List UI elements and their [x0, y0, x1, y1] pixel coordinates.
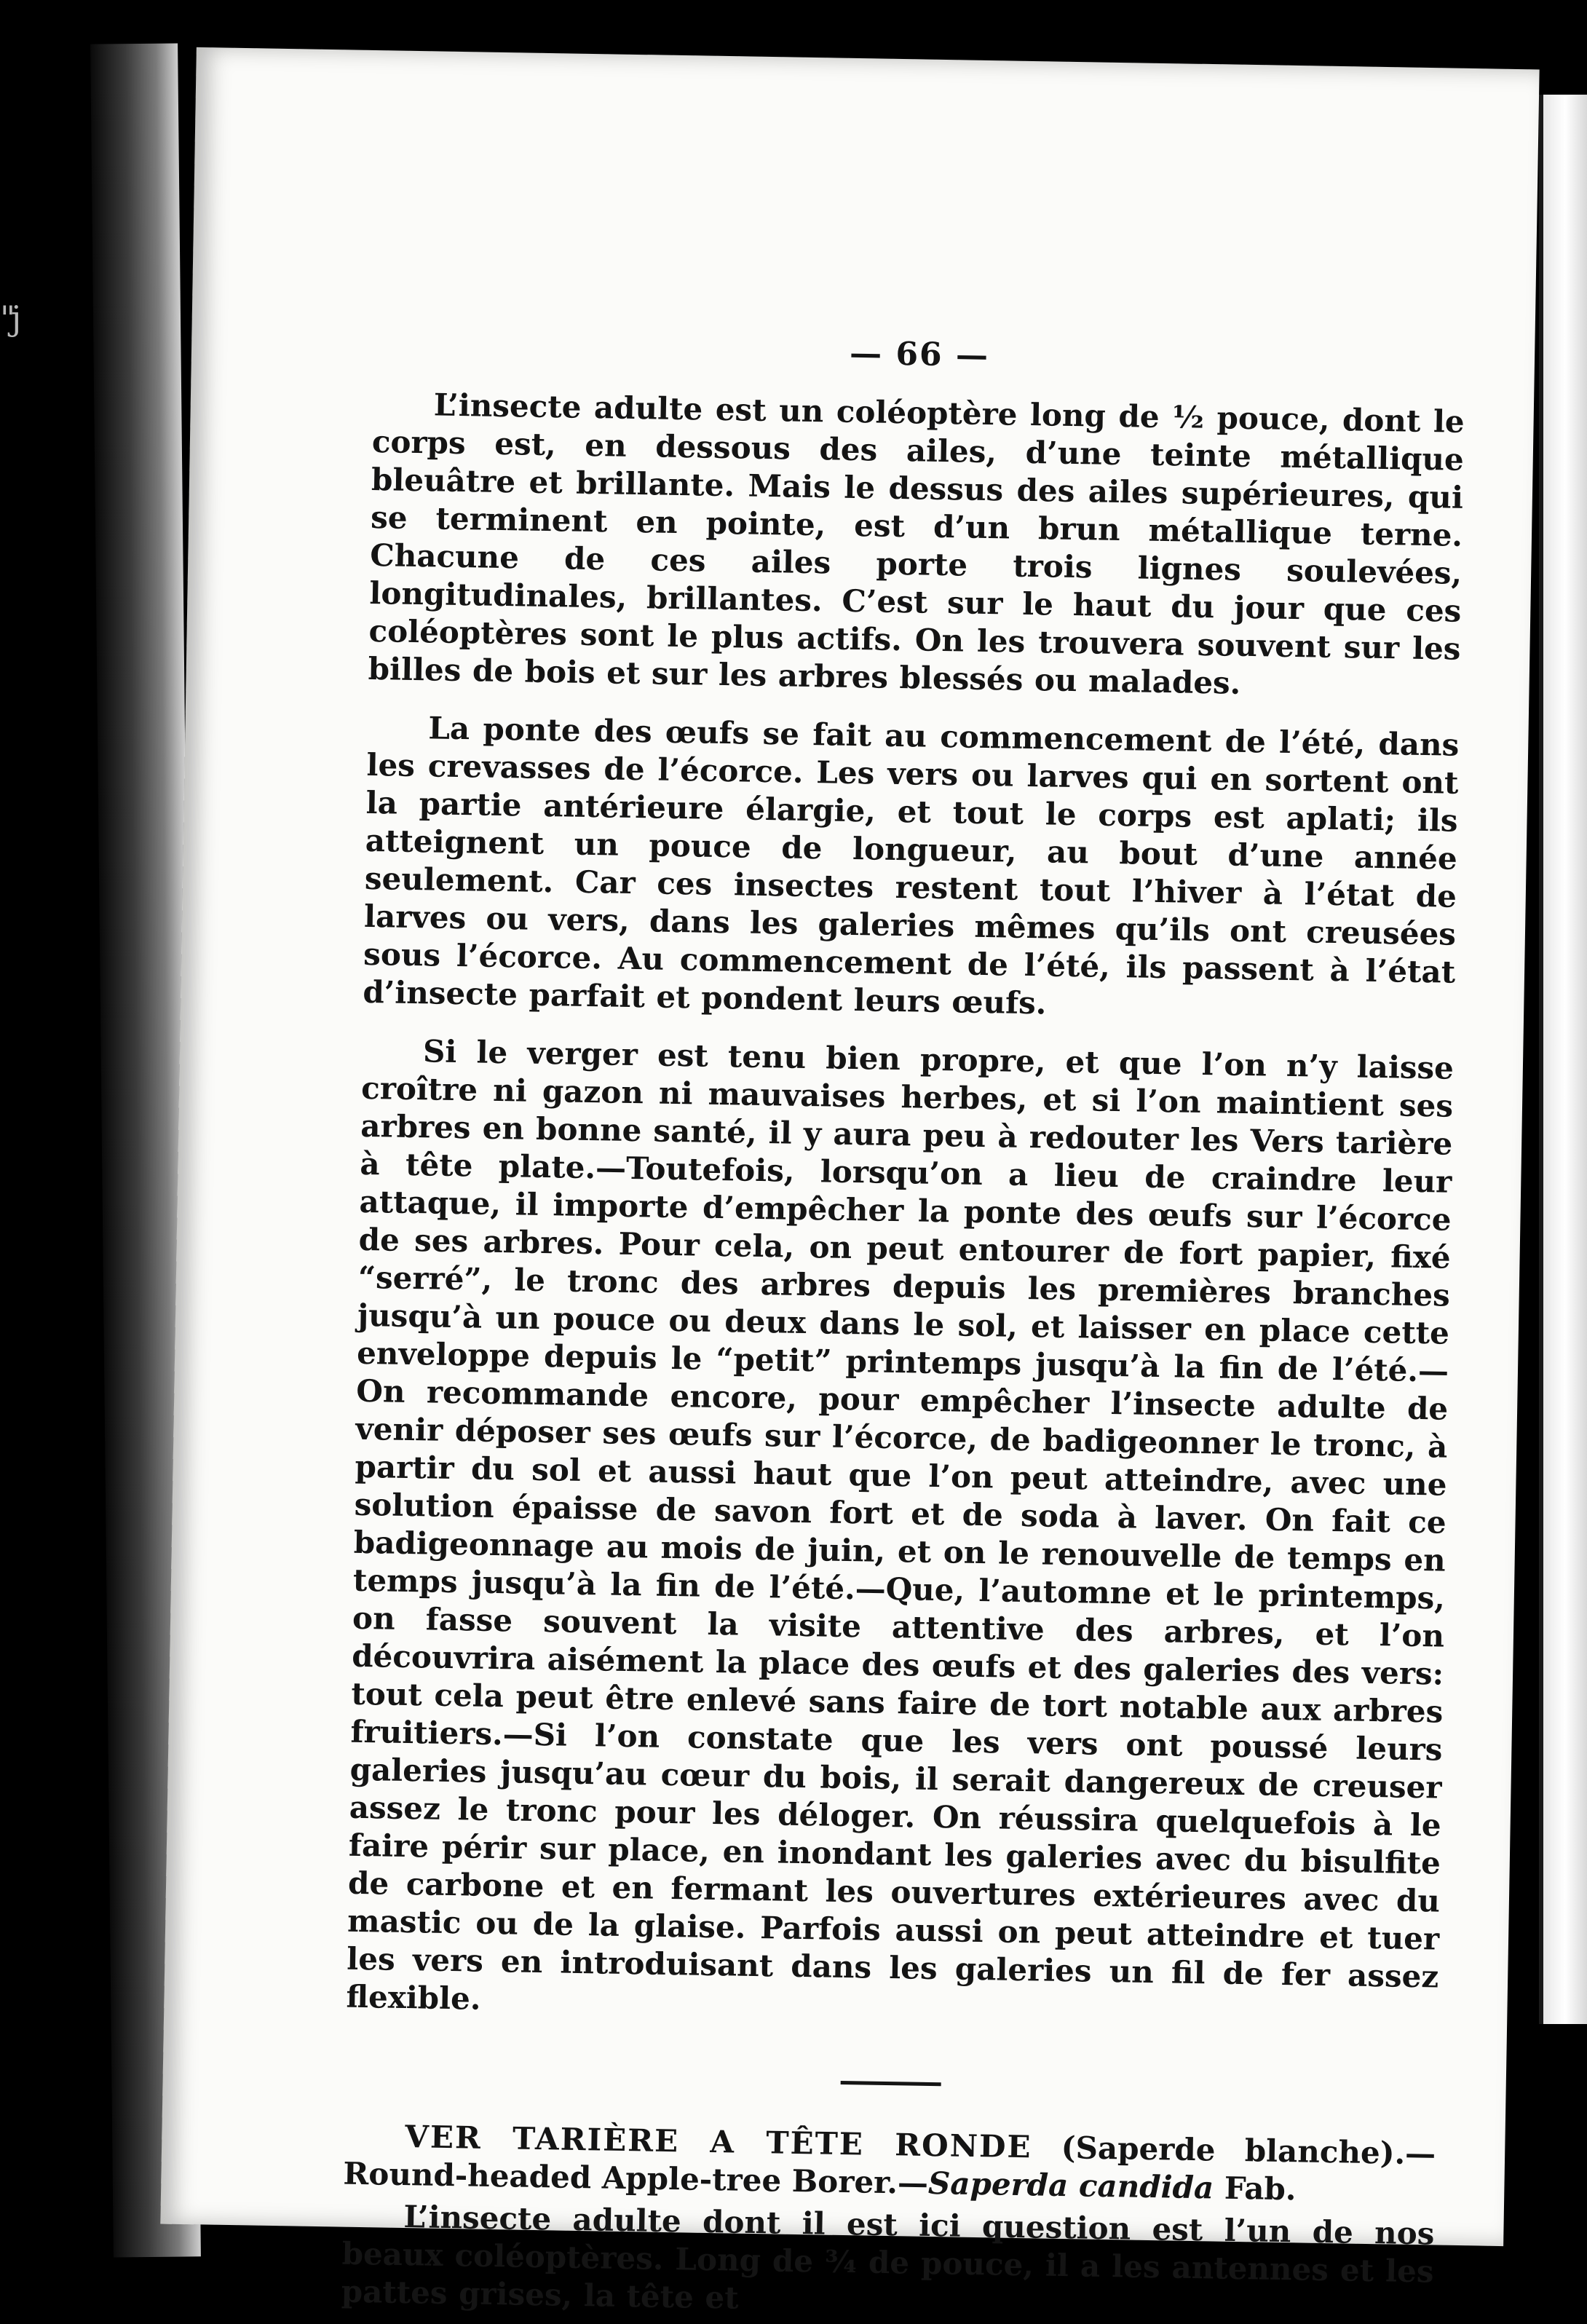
facing-page-edge: [1539, 95, 1587, 2024]
book-page: [160, 47, 1539, 2316]
paragraph-prevention: Si le verger est tenu bien propre, et que l’on n’y laisse croître ni gazon ni mauvaises herbes, et si l’on maintient ses arbres en bonne santé, il y aura peu à redouter les Vers tarière à tête plate.—Toutefois, lorsqu’on a lieu de craindre leur attaque, il importe d’empêcher la ponte des œufs sur l’écorce de ses arbres. Pour cela, on peut entourer de fort papier, fixé “serré”, le tronc des arbres depuis les premières branches jusqu’à un pouce ou deux dans le sol, et laisser en place cette enveloppe depuis le “petit” printemps jusqu’à la fin de l’été.—On recommande encore, pour empêcher l’insecte adulte de venir déposer ses œufs sur l’écorce, de badigeonner le tronc, à partir du sol et aussi haut que l’on peut atteindre, avec une solution épaisse de savon fort et de soda à laver. On fait ce badigeonnage au mois de juin, et on le renouvelle de temps en temps jusqu’à la fin de l’été.—Que, l’automne et le printemps, on fasse souvent la visite attentive des arbres, et l’on découvrira aisément la place des œufs et des galeries des vers: tout cela peut être enlevé sans faire de tort notable aux arbres fruitiers.—Si l’on constate que les vers ont poussé leurs galeries jusqu’au cœur du bois, il serait dangereux de creuser assez le tronc pour les déloger. On réussira quelquefois à le faire périr sur place, en inondant les galeries avec du bisulfite de carbone et en fermant les ouvertures extérieures avec du mastic ou de la glaise. Parfois aussi on peut atteindre et tuer les vers en introduisant dans les galeries un fil de fer assez flexible.: [346, 1033, 1455, 2017]
page-content: [341, 327, 1465, 2324]
section-heading-latin-name: Saperda candida: [927, 2165, 1214, 2206]
section-heading-title: VER TARIÈRE A TÊTE RONDE: [404, 2119, 1032, 2165]
section-divider: [841, 2081, 941, 2086]
page-number: — 66 —: [849, 334, 990, 375]
paragraph-egg-laying: La ponte des œufs se fait au commencement de l’été, dans les crevasses de l’écorce. Les vers ou larves qui en sortent ont la partie antérieure élargie, et tout le corps est aplati; ils atteignent un pouce de longueur, au bout d’une année seulement. Car ces insectes restent tout l’hiver à l’état de larves ou vers, dans les galeries mêmes qu’ils ont creusées sous l’écorce. Au commencement de l’été, ils passent à l’état d’insecte parfait et pondent leurs œufs.: [363, 710, 1460, 1021]
section-heading-common-name: (Saperde blanche).—Round-headed Apple-tree Borer.—: [343, 2129, 1436, 2201]
section-heading-author: Fab.: [1213, 2170, 1297, 2208]
paragraph-section-intro: L’insecte adulte dont il est ici question est l’un de nos beaux coléoptères. Long de ¾ de pouce, il a les antennes et les pattes grises, la tête et: [341, 2199, 1435, 2316]
section-heading: [343, 2117, 1436, 2211]
paragraph-adult-description: L’insecte adulte est un coléoptère long de ½ pouce, dont le corps est, en dessous des ailes, d’une teinte métallique bleuâtre et brillante. Mais le dessus des ailes supérieures, qui se terminent en pointe, est d’un brun métallique terne. Chacune de ces ailes porte trois lignes soulevées, longitudinales, brillantes. C’est sur le haut du jour que ces coléoptères sont le plus actifs. On les trouvera souvent sur les billes de bois et sur les arbres blessés ou malades.: [368, 387, 1465, 701]
edge-mark: "j: [0, 299, 17, 338]
